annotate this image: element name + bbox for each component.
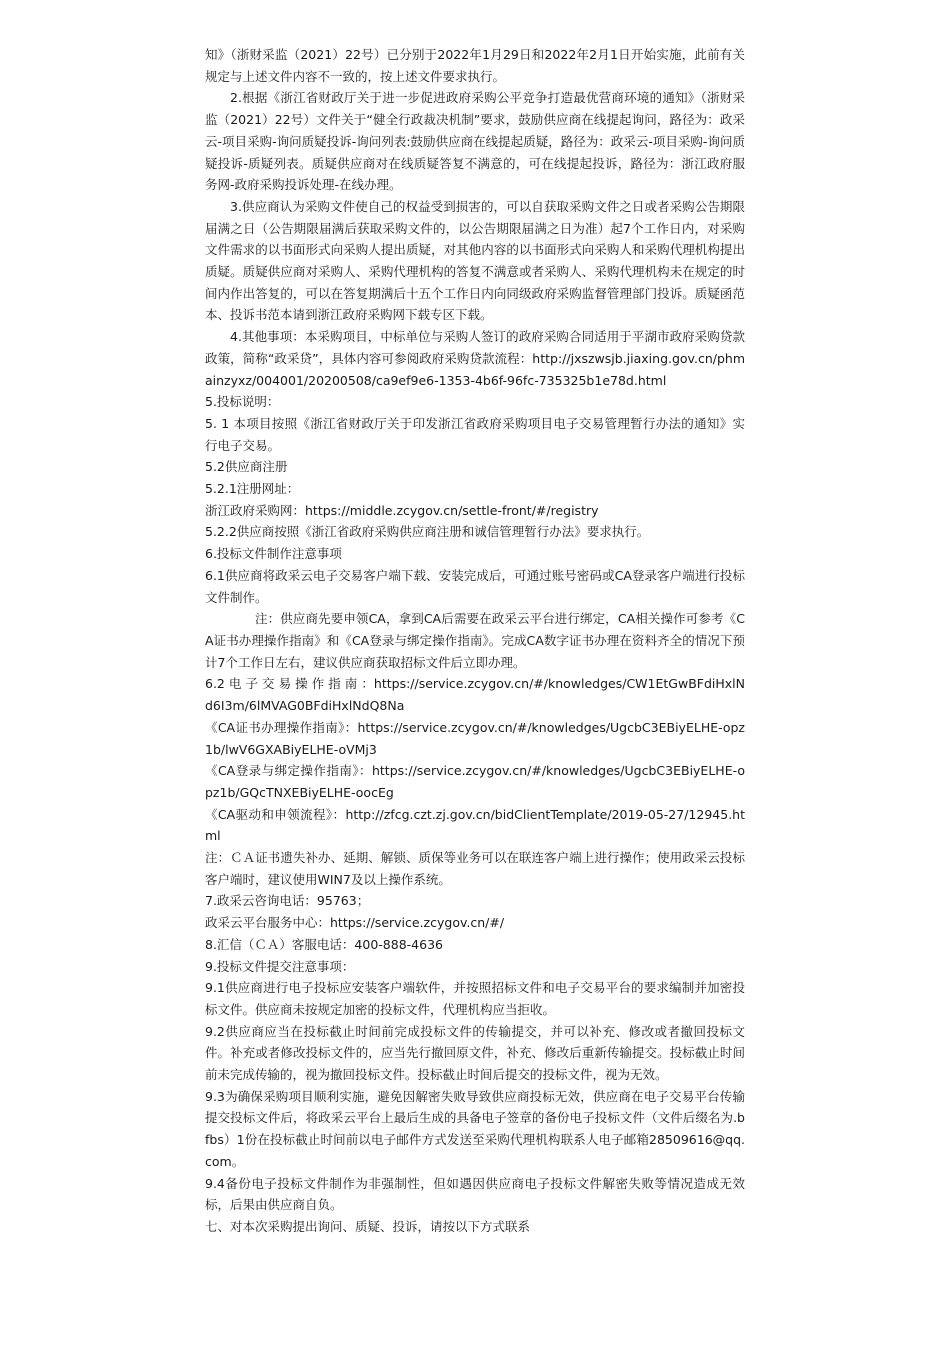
document-body xyxy=(205,44,745,1238)
paragraph-9-3: 9.3为确保采购项目顺利实施，避免因解密失败导致供应商投标无效，供应商在电子交易平台传输提交投标文件后，将政采云平台上最后生成的具备电子签章的备份电子投标文件（文件后缀名为.bfbs）1份在投标截止时间前以电子邮件方式发送至采购代理机构联系人电子邮箱28509616@qq.com。 xyxy=(205,1088,745,1169)
paragraph-5-1: 5. 1 本项目按照《浙江省财政厅关于印发浙江省政府采购项目电子交易管理暂行办法的通知》实行电子交易。 xyxy=(205,415,745,453)
registry-link[interactable]: 浙江政府采购网：https://middle.zcygov.cn/settle-front/#/registry xyxy=(205,502,599,518)
paragraph-ca-note: 注：供应商先要申领CA，拿到CA后需要在政采云平台进行绑定，CA相关操作可参考《CA证书办理操作指南》和《CA登录与绑定操作指南》。完成CA数字证书办理在资料齐全的情况下预计7个工作日左右，建议供应商获取招标文件后立即办理。 xyxy=(205,611,745,670)
heading-5-2-1-url: 5.2.1注册网址： xyxy=(205,481,300,497)
paragraph-item-3-challenge: 3.供应商认为采购文件使自己的权益受到损害的，可以自获取采购文件之日或者采购公告期限届满之日（公告期限届满后获取采购文件的，以公告期限届满之日为准）起7个工作日内，对采购文件需求的以书面形式向采购人提出质疑，对其他内容的以书面形式向采购人和采购代理机构提出质疑。质疑供应商对采购人、采购代理机构的答复不满意或者采购人、采购代理机构未在规定的时间内作出答复的，可以在答复期满后十五个工作日内向同级政府采购监督管理部门投诉。质疑函范本、投诉书范本请到浙江政府采购网下载专区下载。 xyxy=(205,198,745,323)
consultation-phone: 7.政采云咨询电话：95763； xyxy=(205,893,370,909)
paragraph-notice-continuation: 知》（浙财采监（2021）22号）已分别于2022年1月29日和2022年2月1日开始实施，此前有关规定与上述文件内容不一致的，按上述文件要求执行。 xyxy=(205,47,745,84)
paragraph-item-4-other-matters: 4.其他事项：本采购项目，中标单位与采购人签订的政府采购合同适用于平湖市政府采购贷款政策，简称“政采贷”，具体内容可参阅政府采购贷款流程：http://jxszwsjb.jiaxing.gov.cn/phmainzyxz/004001/20200508/ca9ef9e6-1353-4b6f-96fc-735325b1e78d.html xyxy=(205,329,745,388)
ca-certificate-guide-link[interactable]: 《CA证书办理操作指南》：https://service.zcygov.cn/#/knowledges/UgcbC3EBiyELHE-opz1b/lwV6GXABiyELHE-oVMj3 xyxy=(205,719,745,757)
ca-driver-process-link[interactable]: 《CA驱动和申领流程》：http://zfcg.czt.zj.gov.cn/bidClientTemplate/2019-05-27/12945.html xyxy=(205,806,745,844)
paragraph-ca-reissue-note: 注：ＣＡ证书遗失补办、延期、解锁、质保等业务可以在联连客户端上进行操作；使用政采云投标客户端时，建议使用WIN7及以上操作系统。 xyxy=(205,850,745,887)
heading-bid-instructions: 5.投标说明： xyxy=(205,394,280,410)
ca-hotline: 8.汇信（ＣＡ）客服电话：400-888-4636 xyxy=(205,936,443,952)
ca-login-binding-guide-link[interactable]: 《CA登录与绑定操作指南》：https://service.zcygov.cn/#/knowledges/UgcbC3EBiyELHE-opz1b/GQcTNXEBiyELHE-oocEg xyxy=(205,763,745,800)
paragraph-9-1: 9.1供应商进行电子投标应安装客户端软件，并按照招标文件和电子交易平台的要求编制并加密投标文件。供应商未按规定加密的投标文件，代理机构应当拒收。 xyxy=(205,980,745,1017)
paragraph-9-4: 9.4备份电子投标文件制作为非强制性，但如遇因供应商电子投标文件解密失败等情况造成无效标，后果由供应商自负。 xyxy=(205,1175,745,1213)
heading-5-2-registration: 5.2供应商注册 xyxy=(205,459,288,475)
paragraph-5-2-2: 5.2.2供应商按照《浙江省政府采购供应商注册和诚信管理暂行办法》要求执行。 xyxy=(205,524,650,540)
service-center-link[interactable]: 政采云平台服务中心：https://service.zcygov.cn/#/ xyxy=(205,915,505,931)
heading-6-bid-preparation: 6.投标文件制作注意事项 xyxy=(205,546,342,562)
section-7-contact-heading: 七、对本次采购提出询问、质疑、投诉，请按以下方式联系 xyxy=(205,1218,531,1234)
paragraph-9-2: 9.2供应商应当在投标截止时间前完成投标文件的传输提交，并可以补充、修改或者撤回投标文件。补充或者修改投标文件的，应当先行撤回原文件，补充、修改后重新传输提交。投标截止时间前未完成传输的，视为撤回投标文件。投标截止时间后提交的投标文件，视为无效。 xyxy=(205,1023,745,1083)
operation-guide-link[interactable]: 6.2 电 子 交 易 操 作 指 南 ：https://service.zcygov.cn/#/knowledges/CW1EtGwBFdiHxlNd6I3m/6lMVAG0BFdiHxlNdQ8Na xyxy=(205,676,745,714)
paragraph-item-2-online-inquiry: 2.根据《浙江省财政厅关于进一步促进政府采购公平竞争打造最优营商环境的通知》（浙财采监（2021）22号）文件关于“健全行政裁决机制”要求，鼓励供应商在线提起询问，路径为：政采云-项目采购-询问质疑投诉-询问列表:鼓励供应商在线提起质疑，路径为：政采云-项目采购-询问质疑投诉-质疑列表。质疑供应商对在线质疑答复不满意的，可在线提起投诉，路径为：浙江政府服务网-政府采购投诉处理-在线办理。 xyxy=(205,90,745,193)
paragraph-6-1: 6.1供应商将政采云电子交易客户端下载、安装完成后，可通过账号密码或CA登录客户端进行投标文件制作。 xyxy=(205,567,745,605)
heading-9-submission: 9.投标文件提交注意事项： xyxy=(205,958,355,974)
